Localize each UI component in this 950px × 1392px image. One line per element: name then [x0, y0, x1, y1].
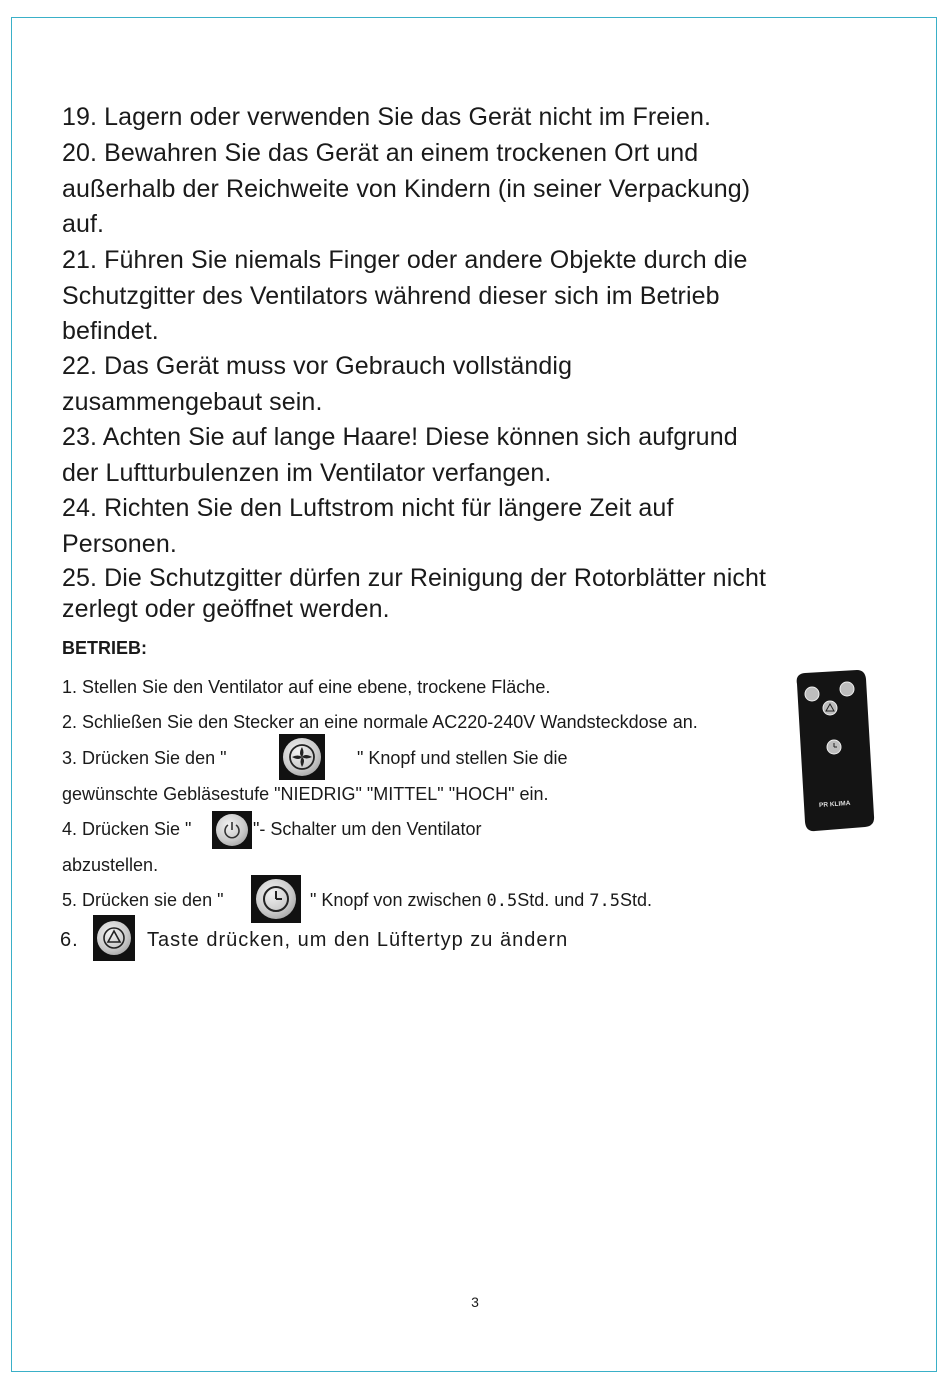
text-line: auf. — [62, 210, 105, 238]
text-line: 19. Lagern oder verwenden Sie das Gerät nicht im Freien. — [62, 103, 712, 131]
text-line: Schutzgitter des Ventilators während dieser sich im Betrieb — [62, 281, 720, 310]
step-5-start: 5. Drücken sie den " — [62, 890, 224, 910]
timer-icon — [251, 875, 301, 923]
step-3-start: 3. Drücken Sie den " — [62, 748, 227, 768]
remote-control-image — [795, 670, 875, 832]
text-line: 23. Achten Sie auf lange Haare! Diese können sich aufgrund — [62, 423, 738, 451]
text-line: außerhalb der Reichweite von Kindern (in seiner Verpackung) — [62, 174, 751, 203]
list-item-23 — [62, 420, 738, 491]
remote-brand-label: PR KLIMA — [818, 799, 851, 810]
step-2: 2. Schließen Sie den Stecker an eine normale AC220-240V Wandsteckdose an. — [62, 712, 698, 732]
step-5-text: " Knopf von zwischen — [310, 890, 482, 910]
step-4-cont: abzustellen. — [62, 855, 159, 875]
timer-min-value: 0.5 — [486, 891, 518, 911]
step-5-text: Std. und — [517, 890, 585, 910]
timer-max-value: 7.5 — [589, 891, 621, 911]
fan-speed-icon — [279, 734, 325, 780]
text-line: der Luftturbulenzen im Ventilator verfangen. — [62, 458, 552, 487]
list-item-21 — [62, 243, 747, 350]
step-4-end: "- Schalter um den Ventilator — [253, 819, 482, 839]
text-line: 24. Richten Sie den Luftstrom nicht für längere Zeit auf — [62, 494, 674, 522]
text-line: zerlegt oder geöffnet werden. — [62, 595, 390, 623]
text-line: 21. Führen Sie niemals Finger oder andere Objekte durch die — [62, 246, 748, 274]
step-3-end: " Knopf und stellen Sie die — [357, 748, 568, 768]
text-line: 22. Das Gerät muss vor Gebrauch vollständig — [62, 352, 573, 380]
list-item-24 — [62, 491, 673, 562]
step-5-mid — [310, 888, 652, 913]
text-line: 25. Die Schutzgitter dürfen zur Reinigung der Rotorblätter nicht — [62, 564, 766, 592]
step-1: 1. Stellen Sie den Ventilator auf eine ebene, trockene Fläche. — [62, 677, 551, 697]
text-line: Personen. — [62, 529, 177, 558]
text-line: zusammengebaut sein. — [62, 387, 323, 416]
step-5-text: Std. — [620, 890, 653, 910]
list-item-22 — [62, 349, 572, 420]
text-line: befindet. — [62, 317, 159, 345]
section-heading: BETRIEB: — [62, 638, 147, 658]
step-6-number: 6. — [60, 929, 79, 951]
power-icon — [212, 811, 252, 849]
list-item-20 — [62, 136, 750, 243]
step-6-text: Taste drücken, um den Lüftertyp zu ändern — [147, 929, 569, 951]
fan-mode-icon — [93, 915, 135, 961]
step-3-cont: gewünschte Gebläsestufe "NIEDRIG" "MITTEL" "HOCH" ein. — [62, 784, 549, 804]
list-item-19 — [62, 100, 711, 136]
text-line: 20. Bewahren Sie das Gerät an einem trockenen Ort und — [62, 139, 699, 167]
step-4-start: 4. Drücken Sie " — [62, 819, 192, 839]
page-number: 3 — [471, 1294, 479, 1310]
list-item-25 — [62, 563, 766, 625]
